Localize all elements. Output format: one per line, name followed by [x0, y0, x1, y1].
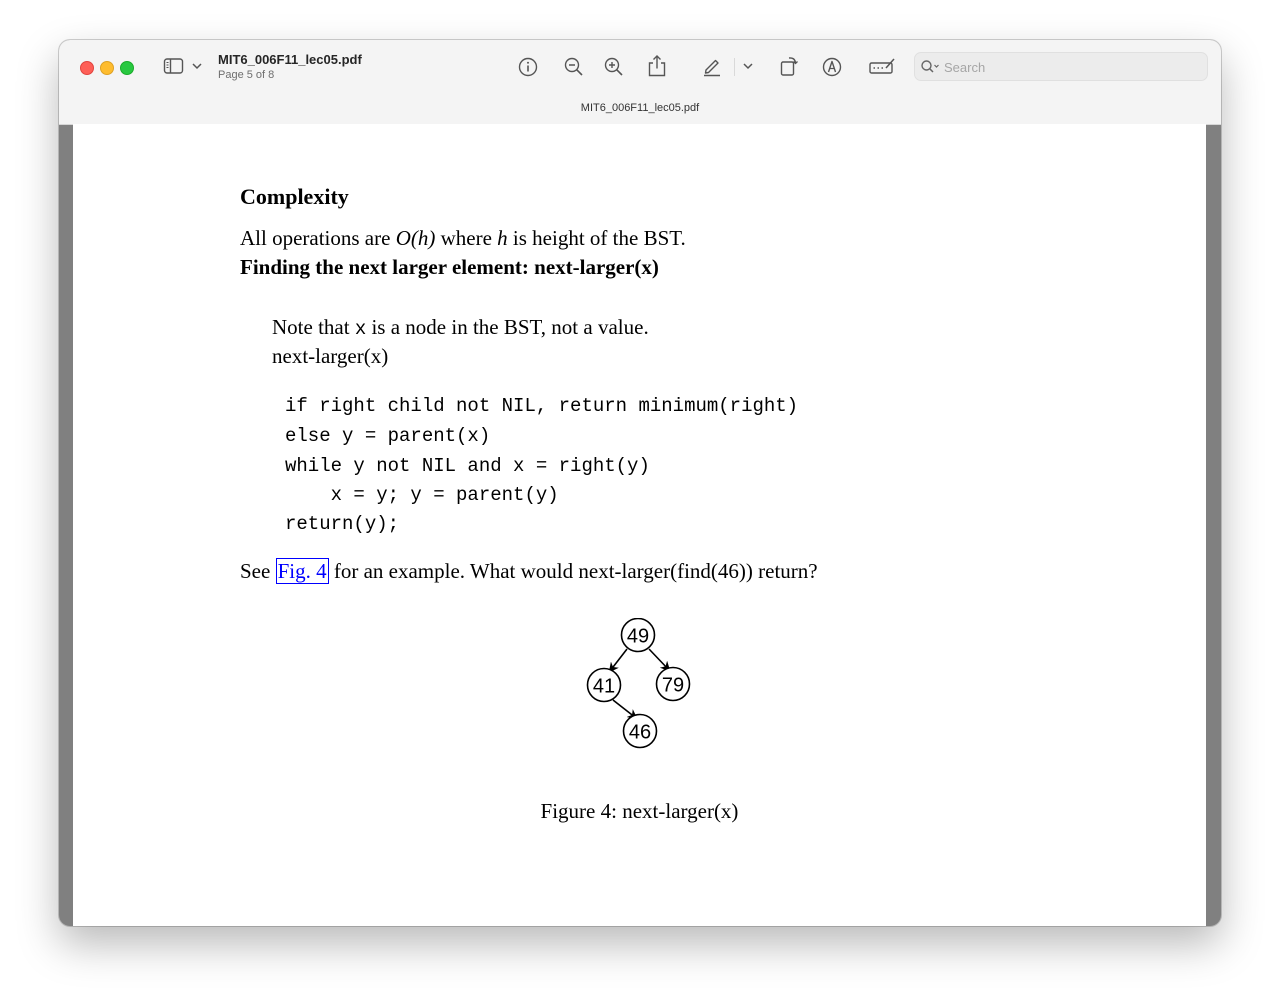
highlight-menu-button[interactable] [742, 61, 754, 71]
text-run: for an example. What would next-larger(find(46)) return? [328, 559, 818, 583]
search-icon [920, 59, 940, 75]
tree-node [624, 715, 657, 748]
tree-node [657, 668, 690, 701]
sidebar-icon [163, 57, 185, 75]
bst-diagram [573, 618, 713, 758]
close-button[interactable] [80, 61, 94, 75]
figure-caption: Figure 4: next-larger(x) [540, 799, 739, 823]
highlight-pen-icon [701, 55, 723, 77]
zoom-in-icon [603, 56, 625, 78]
page-indicator: Page 5 of 8 [218, 69, 275, 81]
edge-49-79 [649, 649, 669, 670]
zoom-out-button[interactable] [563, 56, 585, 78]
math-o-h: O(h) [395, 226, 436, 250]
code-line: return(y); [285, 513, 400, 535]
edge-41-46 [613, 700, 636, 718]
text-run: Note that [272, 315, 355, 339]
text-run: is a node in the BST, not a value. [366, 315, 649, 339]
text-run: is height of the BST. [507, 226, 686, 250]
info-button[interactable] [517, 56, 539, 78]
complexity-text [240, 226, 686, 251]
chevron-down-icon [742, 61, 754, 71]
search-input[interactable] [942, 57, 1196, 78]
code-line: while y not NIL and x = right(y) [285, 455, 650, 477]
code-line: else y = parent(x) [285, 425, 491, 447]
code-line: x = y; y = parent(y) [285, 484, 559, 506]
document-title: MIT6_006F11_lec05.pdf [218, 52, 362, 67]
minimize-button[interactable] [100, 61, 114, 75]
section-heading: Complexity [240, 184, 349, 209]
rotate-icon [778, 54, 800, 78]
tree-node [622, 619, 655, 652]
form-fill-button[interactable] [868, 56, 896, 78]
toolbar-divider [734, 58, 735, 76]
subheading: Finding the next larger element: next-larger(x) [240, 255, 659, 279]
tree-node [588, 669, 621, 702]
chevron-down-icon [191, 61, 203, 71]
code-x: x [354, 318, 367, 340]
pdf-page [73, 124, 1206, 926]
math-h: h [497, 226, 508, 250]
zoom-out-icon [563, 56, 585, 78]
node-label: 49 [626, 625, 650, 648]
node-label: 41 [592, 675, 616, 698]
search-field[interactable] [914, 52, 1208, 81]
info-icon [517, 56, 539, 78]
node-label: 79 [661, 674, 685, 697]
figure-link[interactable]: Fig. 4 [277, 559, 327, 583]
sidebar-menu-button[interactable] [191, 61, 203, 71]
see-text [240, 559, 818, 584]
markup-icon [821, 56, 843, 78]
title-bar [59, 40, 1221, 125]
markup-button[interactable] [821, 56, 843, 78]
zoom-in-button[interactable] [603, 56, 625, 78]
text-run: See [240, 559, 276, 583]
highlight-button[interactable] [701, 55, 723, 77]
form-fill-icon [868, 56, 896, 78]
preview-window [59, 40, 1221, 926]
text-run: All operations are [240, 226, 396, 250]
tab-title: MIT6_006F11_lec05.pdf [580, 102, 700, 114]
share-icon [646, 54, 668, 78]
text-run: where [435, 226, 498, 250]
note-text [272, 315, 649, 340]
share-button[interactable] [646, 54, 668, 78]
function-name: next-larger(x) [272, 344, 389, 368]
code-line: if right child not NIL, return minimum(right) [285, 395, 799, 417]
sidebar-toggle-button[interactable] [163, 57, 185, 75]
node-label: 46 [628, 721, 652, 744]
rotate-button[interactable] [778, 54, 800, 78]
zoom-button[interactable] [120, 61, 134, 75]
edge-49-41 [610, 649, 627, 671]
